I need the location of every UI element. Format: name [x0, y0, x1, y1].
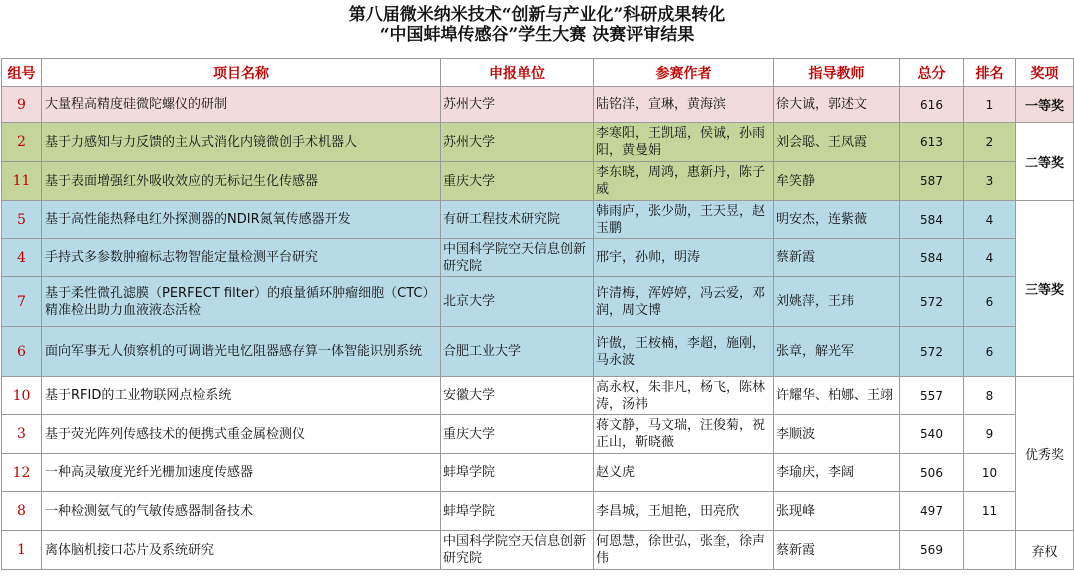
award-withdrawn: 弃权 — [1016, 531, 1074, 570]
header-tutors: 指导教师 — [774, 59, 900, 87]
header-score: 总分 — [900, 59, 964, 87]
rank-cell: 4 — [964, 239, 1016, 277]
tutors-cell: 张现峰 — [774, 492, 900, 531]
unit-cell: 北京大学 — [441, 277, 594, 327]
header-rank: 排名 — [964, 59, 1016, 87]
table-row — [2, 277, 1074, 327]
unit-cell: 苏州大学 — [441, 87, 594, 123]
table-row — [2, 162, 1074, 201]
group-number: 8 — [2, 492, 42, 531]
score-cell: 584 — [900, 201, 964, 239]
unit-cell: 中国科学院空天信息创新研究院 — [441, 531, 594, 570]
unit-cell: 苏州大学 — [441, 123, 594, 162]
tutors-cell: 李顺波 — [774, 415, 900, 454]
project-name: 基于力感知与力反馈的主从式消化内镜微创手术机器人 — [42, 123, 441, 162]
table-row — [2, 492, 1074, 531]
table-row — [2, 239, 1074, 277]
group-number: 3 — [2, 415, 42, 454]
results-table — [1, 58, 1074, 570]
table-row — [2, 123, 1074, 162]
table-row — [2, 377, 1074, 415]
group-number: 4 — [2, 239, 42, 277]
tutors-cell: 蔡新霞 — [774, 531, 900, 570]
authors-cell: 高永权，朱非凡，杨飞，陈林涛，汤祎 — [594, 377, 774, 415]
score-cell: 572 — [900, 277, 964, 327]
group-number: 10 — [2, 377, 42, 415]
group-number: 7 — [2, 277, 42, 327]
header-name: 项目名称 — [42, 59, 441, 87]
authors-cell: 李昌城，王旭艳，田亮欣 — [594, 492, 774, 531]
project-name: 基于柔性微孔滤膜（PERFECT filter）的痕量循环肿瘤细胞（CTC）精准检出助力血液液态活检 — [42, 277, 441, 327]
authors-cell: 邢宇，孙帅，明涛 — [594, 239, 774, 277]
rank-cell: 8 — [964, 377, 1016, 415]
group-number: 9 — [2, 87, 42, 123]
authors-cell: 许傲，王桉楠，李超，施刚，马永波 — [594, 327, 774, 377]
rank-cell: 6 — [964, 277, 1016, 327]
tutors-cell: 徐大诚，郭述文 — [774, 87, 900, 123]
project-name: 手持式多参数肿瘤标志物智能定量检测平台研究 — [42, 239, 441, 277]
tutors-cell: 李瑜庆，李阔 — [774, 454, 900, 492]
project-name: 基于表面增强红外吸收效应的无标记生化传感器 — [42, 162, 441, 201]
project-name: 基于荧光阵列传感技术的便携式重金属检测仪 — [42, 415, 441, 454]
authors-cell: 韩雨庐，张少勋，王天昱，赵玉鹏 — [594, 201, 774, 239]
project-name: 一种高灵敏度光纤光栅加速度传感器 — [42, 454, 441, 492]
tutors-cell: 许耀华、柏娜、王翊 — [774, 377, 900, 415]
group-number: 5 — [2, 201, 42, 239]
score-cell: 497 — [900, 492, 964, 531]
project-name: 一种检测氨气的气敏传感器制备技术 — [42, 492, 441, 531]
tutors-cell: 蔡新霞 — [774, 239, 900, 277]
unit-cell: 安徽大学 — [441, 377, 594, 415]
unit-cell: 蚌埠学院 — [441, 492, 594, 531]
rank-cell: 2 — [964, 123, 1016, 162]
authors-cell: 蒋文静，马文瑞，汪俊菊，祝正山，靳晓薇 — [594, 415, 774, 454]
group-number: 12 — [2, 454, 42, 492]
tutors-cell: 刘姚萍，王玮 — [774, 277, 900, 327]
header-row — [2, 59, 1074, 87]
page-title: 第八届微米纳米技术“创新与产业化”科研成果转化 — [348, 5, 726, 25]
title-block — [0, 0, 1074, 58]
authors-cell: 赵义虎 — [594, 454, 774, 492]
project-name: 大量程高精度硅微陀螺仪的研制 — [42, 87, 441, 123]
score-cell: 557 — [900, 377, 964, 415]
award-second: 二等奖 — [1016, 123, 1074, 201]
group-number: 1 — [2, 531, 42, 570]
page-subtitle: “中国蚌埠传感谷”学生大赛 决赛评审结果 — [379, 25, 695, 45]
authors-cell: 李寒阳，王凯瑶，侯诚，孙雨阳，黄曼娟 — [594, 123, 774, 162]
score-cell: 506 — [900, 454, 964, 492]
award-third: 三等奖 — [1016, 201, 1074, 377]
score-cell: 616 — [900, 87, 964, 123]
award-first: 一等奖 — [1016, 87, 1074, 123]
table-row — [2, 87, 1074, 123]
unit-cell: 重庆大学 — [441, 415, 594, 454]
rank-cell: 11 — [964, 492, 1016, 531]
rank-cell: 1 — [964, 87, 1016, 123]
score-cell: 587 — [900, 162, 964, 201]
group-number: 2 — [2, 123, 42, 162]
rank-cell: 3 — [964, 162, 1016, 201]
rank-cell: 6 — [964, 327, 1016, 377]
project-name: 离体脑机接口芯片及系统研究 — [42, 531, 441, 570]
header-authors: 参赛作者 — [594, 59, 774, 87]
header-unit: 申报单位 — [441, 59, 594, 87]
project-name: 面向军事无人侦察机的可调谐光电忆阻器感存算一体智能识别系统 — [42, 327, 441, 377]
score-cell: 613 — [900, 123, 964, 162]
unit-cell: 有研工程技术研究院 — [441, 201, 594, 239]
table-row — [2, 454, 1074, 492]
table-row — [2, 415, 1074, 454]
project-name: 基于RFID的工业物联网点检系统 — [42, 377, 441, 415]
rank-cell: 10 — [964, 454, 1016, 492]
group-number: 11 — [2, 162, 42, 201]
tutors-cell: 牟笑静 — [774, 162, 900, 201]
group-number: 6 — [2, 327, 42, 377]
rank-cell: 4 — [964, 201, 1016, 239]
score-cell: 584 — [900, 239, 964, 277]
authors-cell: 许清梅，浑婷婷，冯云爱，邓润，周文博 — [594, 277, 774, 327]
rank-cell: 9 — [964, 415, 1016, 454]
unit-cell: 合肥工业大学 — [441, 327, 594, 377]
unit-cell: 重庆大学 — [441, 162, 594, 201]
score-cell: 569 — [900, 531, 964, 570]
score-cell: 572 — [900, 327, 964, 377]
score-cell: 540 — [900, 415, 964, 454]
tutors-cell: 刘会聪、王凤霞 — [774, 123, 900, 162]
tutors-cell: 张章，解光军 — [774, 327, 900, 377]
table-row — [2, 201, 1074, 239]
table-row — [2, 531, 1074, 570]
award-excellent: 优秀奖 — [1016, 377, 1074, 531]
project-name: 基于高性能热释电红外探测器的NDIR氮氧传感器开发 — [42, 201, 441, 239]
authors-cell: 何恩慧，徐世弘，张奎，徐声伟 — [594, 531, 774, 570]
rank-cell — [964, 531, 1016, 570]
unit-cell: 中国科学院空天信息创新研究院 — [441, 239, 594, 277]
table-row — [2, 327, 1074, 377]
header-group: 组号 — [2, 59, 42, 87]
tutors-cell: 明安杰，连紫薇 — [774, 201, 900, 239]
authors-cell: 陆铭洋，宣琳，黄海滨 — [594, 87, 774, 123]
header-award: 奖项 — [1016, 59, 1074, 87]
authors-cell: 李东晓，周鸿，惠新丹，陈子威 — [594, 162, 774, 201]
unit-cell: 蚌埠学院 — [441, 454, 594, 492]
